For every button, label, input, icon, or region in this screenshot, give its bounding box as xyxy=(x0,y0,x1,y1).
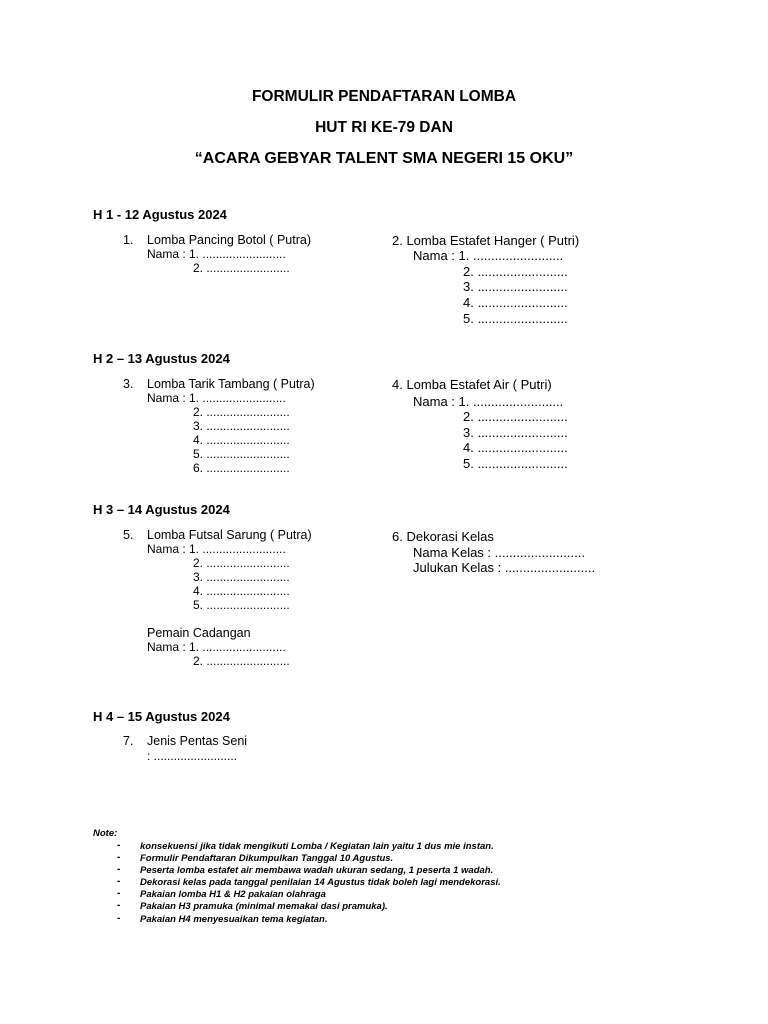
item-4-label: 4. Lomba Estafet Air ( Putri) xyxy=(392,377,552,392)
participant-line-4: 4. ......................... xyxy=(463,295,568,310)
participant-line-2: 2. ......................... xyxy=(463,409,568,424)
participant-line-1: Nama : 1. ......................... xyxy=(147,391,286,405)
participant-line-1: Nama : 1. ......................... xyxy=(147,640,286,654)
item-label: Lomba Pancing Botol ( Putra) xyxy=(147,233,311,247)
class-nickname-field: Julukan Kelas : ......................... xyxy=(413,560,596,575)
participant-line-1: Nama : 1. ......................... xyxy=(413,394,564,409)
bullet-dash: - xyxy=(117,888,121,899)
participant-line-4: 4. ......................... xyxy=(193,584,290,598)
participant-line-3: 3. ......................... xyxy=(463,425,568,440)
note-item: konsekuensi jika tidak mengikuti Lomba / Kegiatan lain yaitu 1 dus mie instan. xyxy=(140,841,494,852)
day-heading-h2: H 2 – 13 Agustus 2024 xyxy=(93,351,230,366)
form-title: FORMULIR PENDAFTARAN LOMBA xyxy=(251,88,517,105)
item-6-label: 6. Dekorasi Kelas xyxy=(392,529,494,544)
day-heading-h4: H 4 – 15 Agustus 2024 xyxy=(93,709,230,724)
performance-type-field: : ......................... xyxy=(147,749,238,763)
participant-line-3: 3. ......................... xyxy=(463,279,568,294)
event-title: “ACARA GEBYAR TALENT SMA NEGERI 15 OKU” xyxy=(194,150,574,167)
participant-line-4: 4. ......................... xyxy=(463,440,568,455)
day-heading-h3: H 3 – 14 Agustus 2024 xyxy=(93,502,230,517)
item-label: Jenis Pentas Seni xyxy=(147,734,248,748)
note-item: Pakaian lomba H1 & H2 pakaian olahraga xyxy=(140,889,326,900)
item-number: 5. xyxy=(123,528,134,542)
participant-line-1: Nama : 1. ......................... xyxy=(147,247,286,261)
bullet-dash: - xyxy=(117,864,121,875)
bullet-dash: - xyxy=(117,876,121,887)
note-item: Peserta lomba estafet air membawa wadah ukuran sedang, 1 peserta 1 wadah. xyxy=(140,865,494,876)
bullet-dash: - xyxy=(117,852,121,863)
participant-line-3: 3. ......................... xyxy=(193,419,290,433)
note-label: Note: xyxy=(93,828,118,839)
day-heading-h1: H 1 - 12 Agustus 2024 xyxy=(93,207,227,222)
item-2-label: 2. Lomba Estafet Hanger ( Putri) xyxy=(392,233,580,248)
participant-line-2: 2. ......................... xyxy=(463,264,568,279)
participant-line-3: 3. ......................... xyxy=(193,570,290,584)
participant-line-1: Nama : 1. ......................... xyxy=(147,542,286,556)
participant-line-4: 4. ......................... xyxy=(193,433,290,447)
class-name-field: Nama Kelas : ......................... xyxy=(413,545,585,560)
reserve-players-label: Pemain Cadangan xyxy=(147,626,251,640)
note-item: Formulir Pendaftaran Dikumpulkan Tanggal 10 Agustus. xyxy=(140,853,394,864)
participant-line-2: 2. ......................... xyxy=(193,556,290,570)
participant-line-5: 5. ......................... xyxy=(193,447,290,461)
participant-line-6: 6. ......................... xyxy=(193,461,290,475)
participant-line-2: 2. ......................... xyxy=(193,405,290,419)
note-item: Pakaian H4 menyesuaikan tema kegiatan. xyxy=(140,914,328,925)
participant-line-5: 5. ......................... xyxy=(463,456,568,471)
participant-line-5: 5. ......................... xyxy=(463,311,568,326)
item-number: 3. xyxy=(123,377,134,391)
form-subtitle: HUT RI KE-79 DAN xyxy=(315,119,453,136)
participant-line-5: 5. ......................... xyxy=(193,598,290,612)
item-number: 7. xyxy=(123,734,134,748)
bullet-dash: - xyxy=(117,840,121,851)
participant-line-2: 2. ......................... xyxy=(193,261,290,275)
item-label: Lomba Tarik Tambang ( Putra) xyxy=(147,377,315,391)
note-item: Pakaian H3 pramuka (minimal memakai dasi pramuka). xyxy=(140,901,388,912)
bullet-dash: - xyxy=(117,900,121,911)
participant-line-1: Nama : 1. ......................... xyxy=(413,248,564,263)
item-number: 1. xyxy=(123,233,134,247)
bullet-dash: - xyxy=(117,913,121,924)
participant-line-2: 2. ......................... xyxy=(193,654,290,668)
item-label: Lomba Futsal Sarung ( Putra) xyxy=(147,528,312,542)
note-item: Dekorasi kelas pada tanggal penilaian 14 Agustus tidak boleh lagi mendekorasi. xyxy=(140,877,501,888)
